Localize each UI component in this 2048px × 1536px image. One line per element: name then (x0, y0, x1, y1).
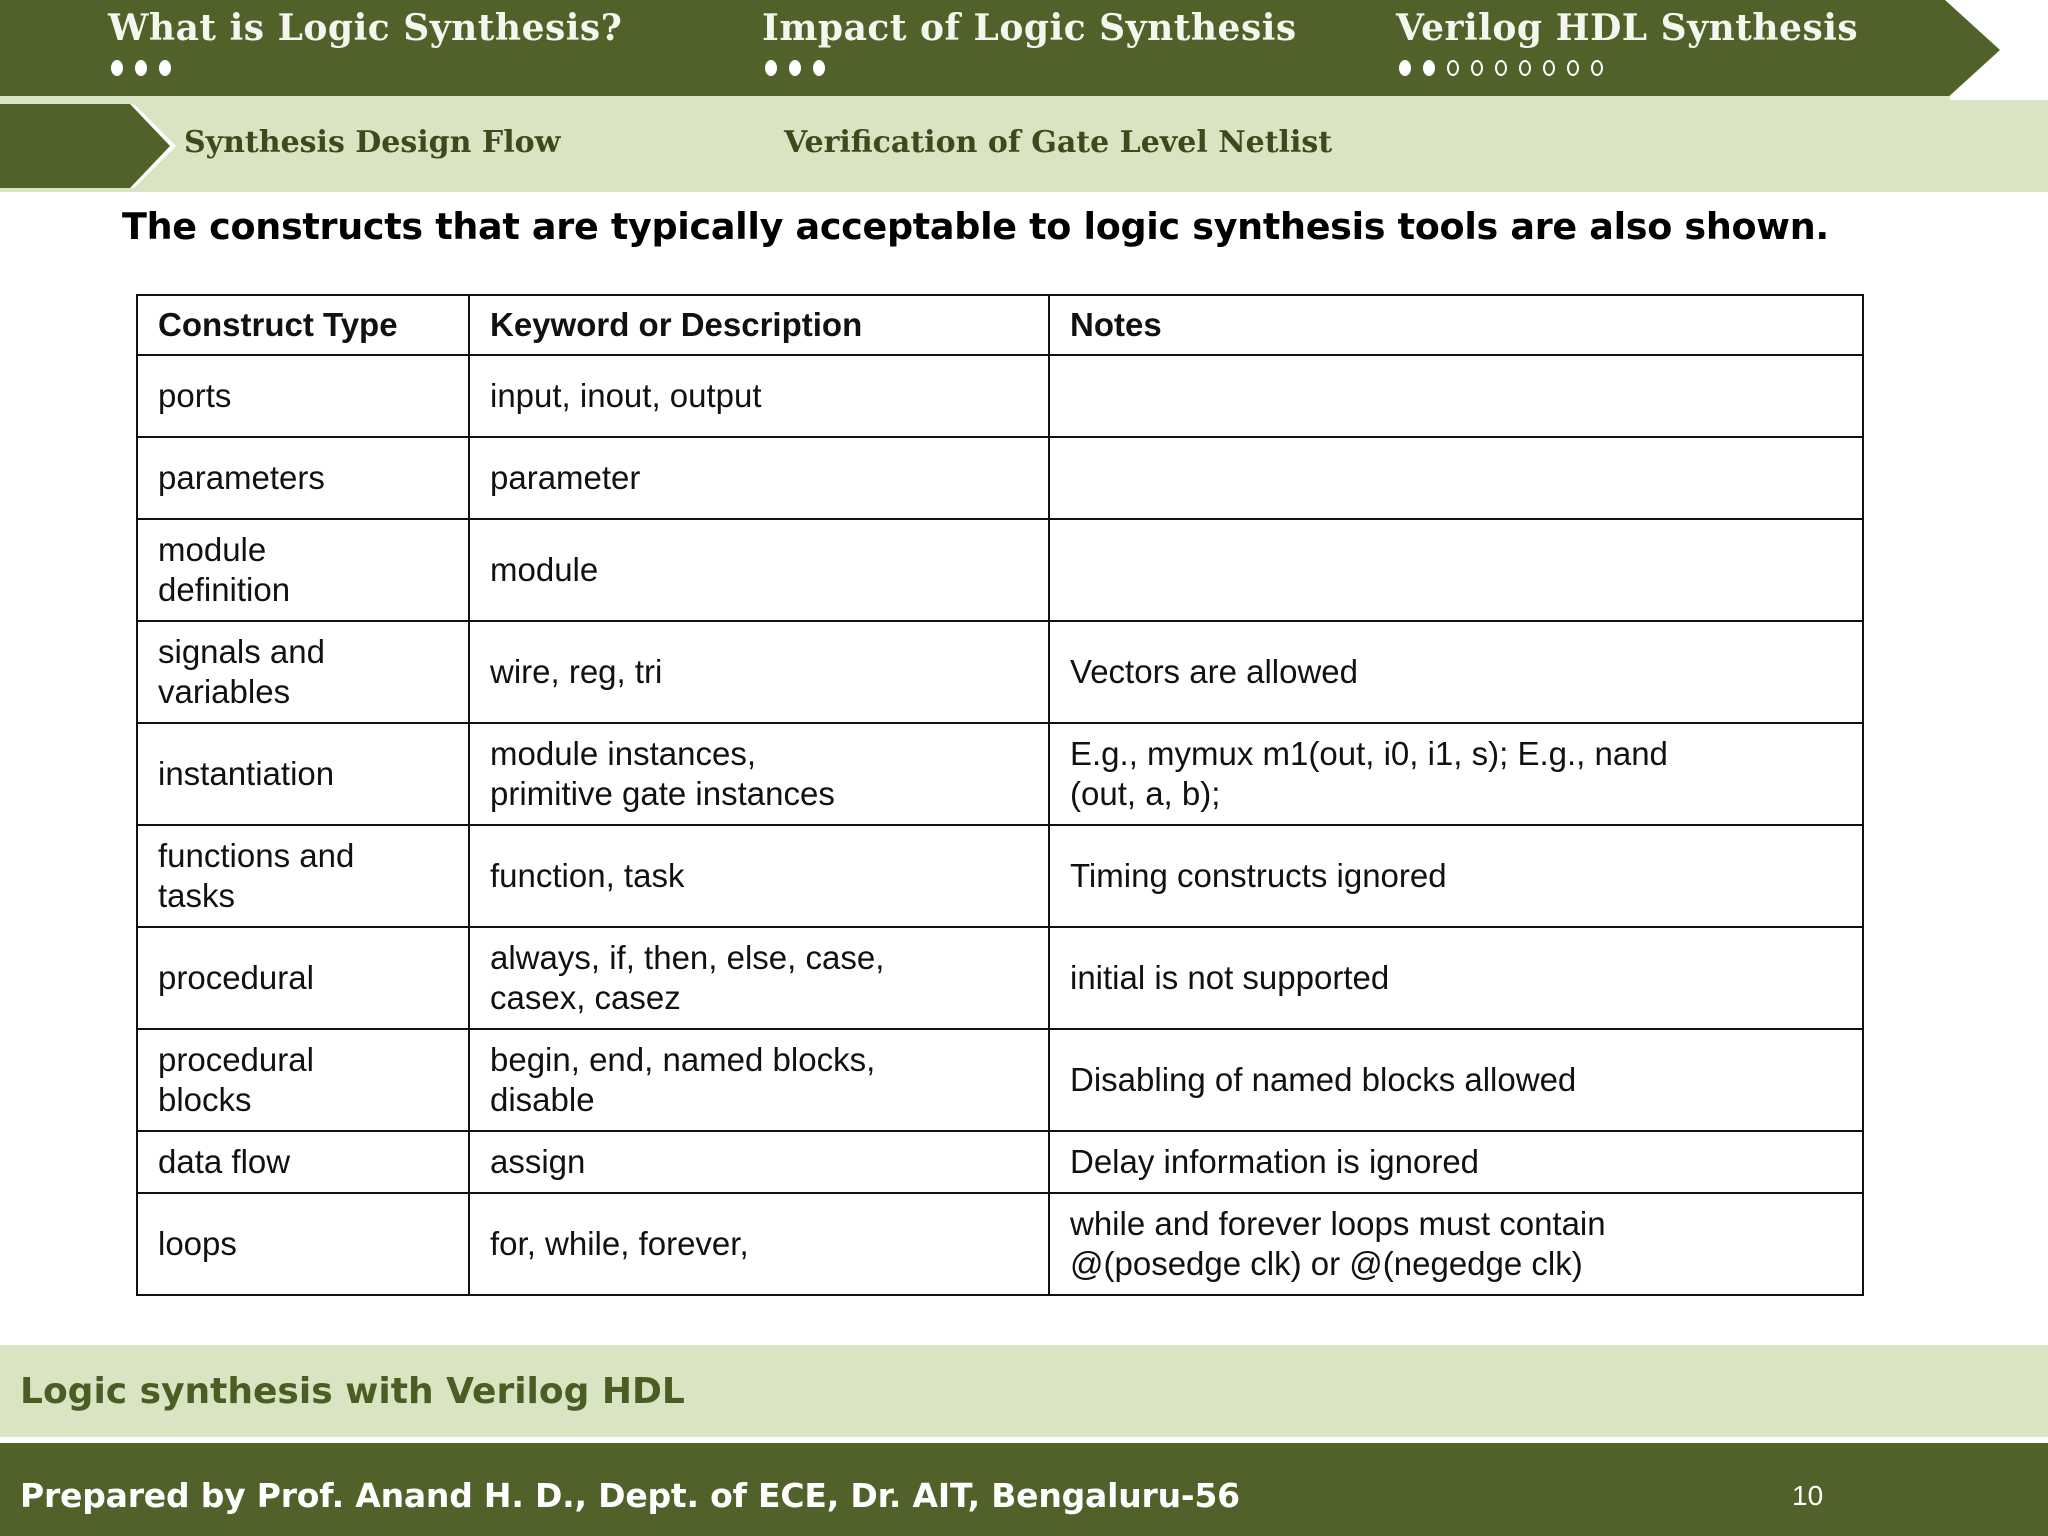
cell-line: ports (158, 377, 232, 414)
nav-section-dots (765, 60, 1297, 76)
subsection-synthesis-design-flow[interactable]: Synthesis Design Flow (184, 125, 561, 160)
page-number: 10 (1792, 1480, 1824, 1511)
cell-line: assign (490, 1143, 586, 1180)
cell-line: loops (158, 1225, 237, 1262)
table-cell-type (137, 1029, 469, 1131)
table-row (137, 355, 1863, 437)
table-cell-notes (1049, 1029, 1863, 1131)
cell-line: Disabling of named blocks allowed (1070, 1061, 1577, 1098)
cell-line: for, while, forever, (490, 1225, 749, 1262)
cell-line: initial is not supported (1070, 959, 1390, 996)
nav-dot-filled[interactable] (135, 60, 147, 76)
table-row (137, 519, 1863, 621)
table-cell-notes (1049, 437, 1863, 519)
table-row (137, 1193, 1863, 1295)
table-cell-type (137, 1193, 469, 1295)
table-cell-type (137, 621, 469, 723)
nav-dot-filled[interactable] (159, 60, 171, 76)
slide-heading: The constructs that are typically acceptable to logic synthesis tools are also shown. (122, 205, 1829, 248)
table-cell-notes (1049, 825, 1863, 927)
table-cell-keyword (469, 825, 1049, 927)
cell-line: @(posedge clk) or @(negedge clk) (1070, 1245, 1583, 1282)
nav-dot-empty[interactable] (1591, 60, 1603, 76)
cell-line: function, task (490, 857, 685, 894)
header-notes: Notes (1049, 295, 1863, 355)
cell-line: functions and (158, 837, 355, 874)
table-cell-keyword (469, 355, 1049, 437)
nav-dot-filled[interactable] (1399, 60, 1411, 76)
cell-line: instantiation (158, 755, 335, 792)
table-cell-keyword (469, 927, 1049, 1029)
table-cell-notes (1049, 621, 1863, 723)
cell-line: variables (158, 673, 291, 710)
cell-line: signals and (158, 633, 325, 670)
table-cell-type (137, 825, 469, 927)
cell-line: procedural (158, 959, 314, 996)
table-row (137, 927, 1863, 1029)
table-row (137, 621, 1863, 723)
nav-section-dots (111, 60, 622, 76)
table-header-row (137, 295, 1863, 355)
table-cell-notes (1049, 723, 1863, 825)
nav-dot-empty[interactable] (1495, 60, 1507, 76)
cell-line: (out, a, b); (1070, 775, 1221, 812)
table-cell-type (137, 723, 469, 825)
nav-section-verilog-hdl-synthesis[interactable] (1396, 0, 1858, 76)
cell-line: module (158, 531, 267, 568)
table-cell-notes (1049, 519, 1863, 621)
cell-line: E.g., mymux m1(out, i0, i1, s); E.g., nand (1070, 735, 1668, 772)
nav-section-impact-of-logic-synthesis[interactable] (762, 0, 1297, 76)
cell-line: definition (158, 571, 291, 608)
nav-dot-empty[interactable] (1519, 60, 1531, 76)
cell-line: disable (490, 1081, 595, 1118)
nav-dot-empty[interactable] (1543, 60, 1555, 76)
table-cell-notes (1049, 1193, 1863, 1295)
cell-line: parameter (490, 459, 641, 496)
table-cell-notes (1049, 355, 1863, 437)
cell-line: module instances, (490, 735, 756, 772)
table-cell-keyword (469, 437, 1049, 519)
table-cell-type (137, 519, 469, 621)
table-row (137, 1131, 1863, 1193)
nav-dot-filled[interactable] (789, 60, 801, 76)
table-cell-notes (1049, 927, 1863, 1029)
cell-line: wire, reg, tri (490, 653, 663, 690)
cell-line: input, inout, output (490, 377, 762, 414)
cell-line: data flow (158, 1143, 291, 1180)
table-cell-type (137, 1131, 469, 1193)
cell-line: Delay information is ignored (1070, 1143, 1480, 1180)
table-row (137, 723, 1863, 825)
nav-section-title[interactable]: Impact of Logic Synthesis (762, 7, 1297, 49)
cell-line: Timing constructs ignored (1070, 857, 1447, 894)
table-cell-keyword (469, 723, 1049, 825)
cell-line: always, if, then, else, case, (490, 939, 885, 976)
cell-line: parameters (158, 459, 325, 496)
cell-line: begin, end, named blocks, (490, 1041, 876, 1078)
table-cell-type (137, 437, 469, 519)
nav-section-title[interactable]: What is Logic Synthesis? (108, 7, 623, 49)
nav-dot-filled[interactable] (111, 60, 123, 76)
table-cell-type (137, 927, 469, 1029)
cell-line: procedural (158, 1041, 314, 1078)
footer-title: Logic synthesis with Verilog HDL (20, 1371, 685, 1412)
nav-dot-empty[interactable] (1567, 60, 1579, 76)
cell-line: while and forever loops must contain (1070, 1205, 1606, 1242)
cell-line: tasks (158, 877, 236, 914)
header-construct-type: Construct Type (137, 295, 469, 355)
nav-dot-filled[interactable] (1423, 60, 1435, 76)
cell-line: blocks (158, 1081, 252, 1118)
table-cell-keyword (469, 519, 1049, 621)
nav-section-title[interactable]: Verilog HDL Synthesis (1396, 7, 1859, 49)
table-cell-type (137, 355, 469, 437)
table-cell-notes (1049, 1131, 1863, 1193)
cell-line: casex, casez (490, 979, 681, 1016)
table-row (137, 1029, 1863, 1131)
cell-line: primitive gate instances (490, 775, 835, 812)
constructs-table (136, 294, 1864, 1296)
nav-dot-filled[interactable] (765, 60, 777, 76)
table-row (137, 825, 1863, 927)
author-credit: Prepared by Prof. Anand H. D., Dept. of ECE, Dr. AIT, Bengaluru-56 (20, 1476, 1240, 1515)
nav-section-dots (1399, 60, 1858, 76)
cell-line: Vectors are allowed (1070, 653, 1358, 690)
table-cell-keyword (469, 1029, 1049, 1131)
nav-section-what-is-logic-synthesis[interactable] (108, 0, 622, 76)
table-row (137, 437, 1863, 519)
cell-line: module (490, 551, 599, 588)
header-keyword-or-description: Keyword or Description (469, 295, 1049, 355)
nav-dot-empty[interactable] (1471, 60, 1483, 76)
nav-dot-filled[interactable] (813, 60, 825, 76)
nav-dot-empty[interactable] (1447, 60, 1459, 76)
table-cell-keyword (469, 1193, 1049, 1295)
table-cell-keyword (469, 1131, 1049, 1193)
table-cell-keyword (469, 621, 1049, 723)
subsection-verification-of-gate-level-netlist[interactable]: Verification of Gate Level Netlist (784, 125, 1333, 160)
